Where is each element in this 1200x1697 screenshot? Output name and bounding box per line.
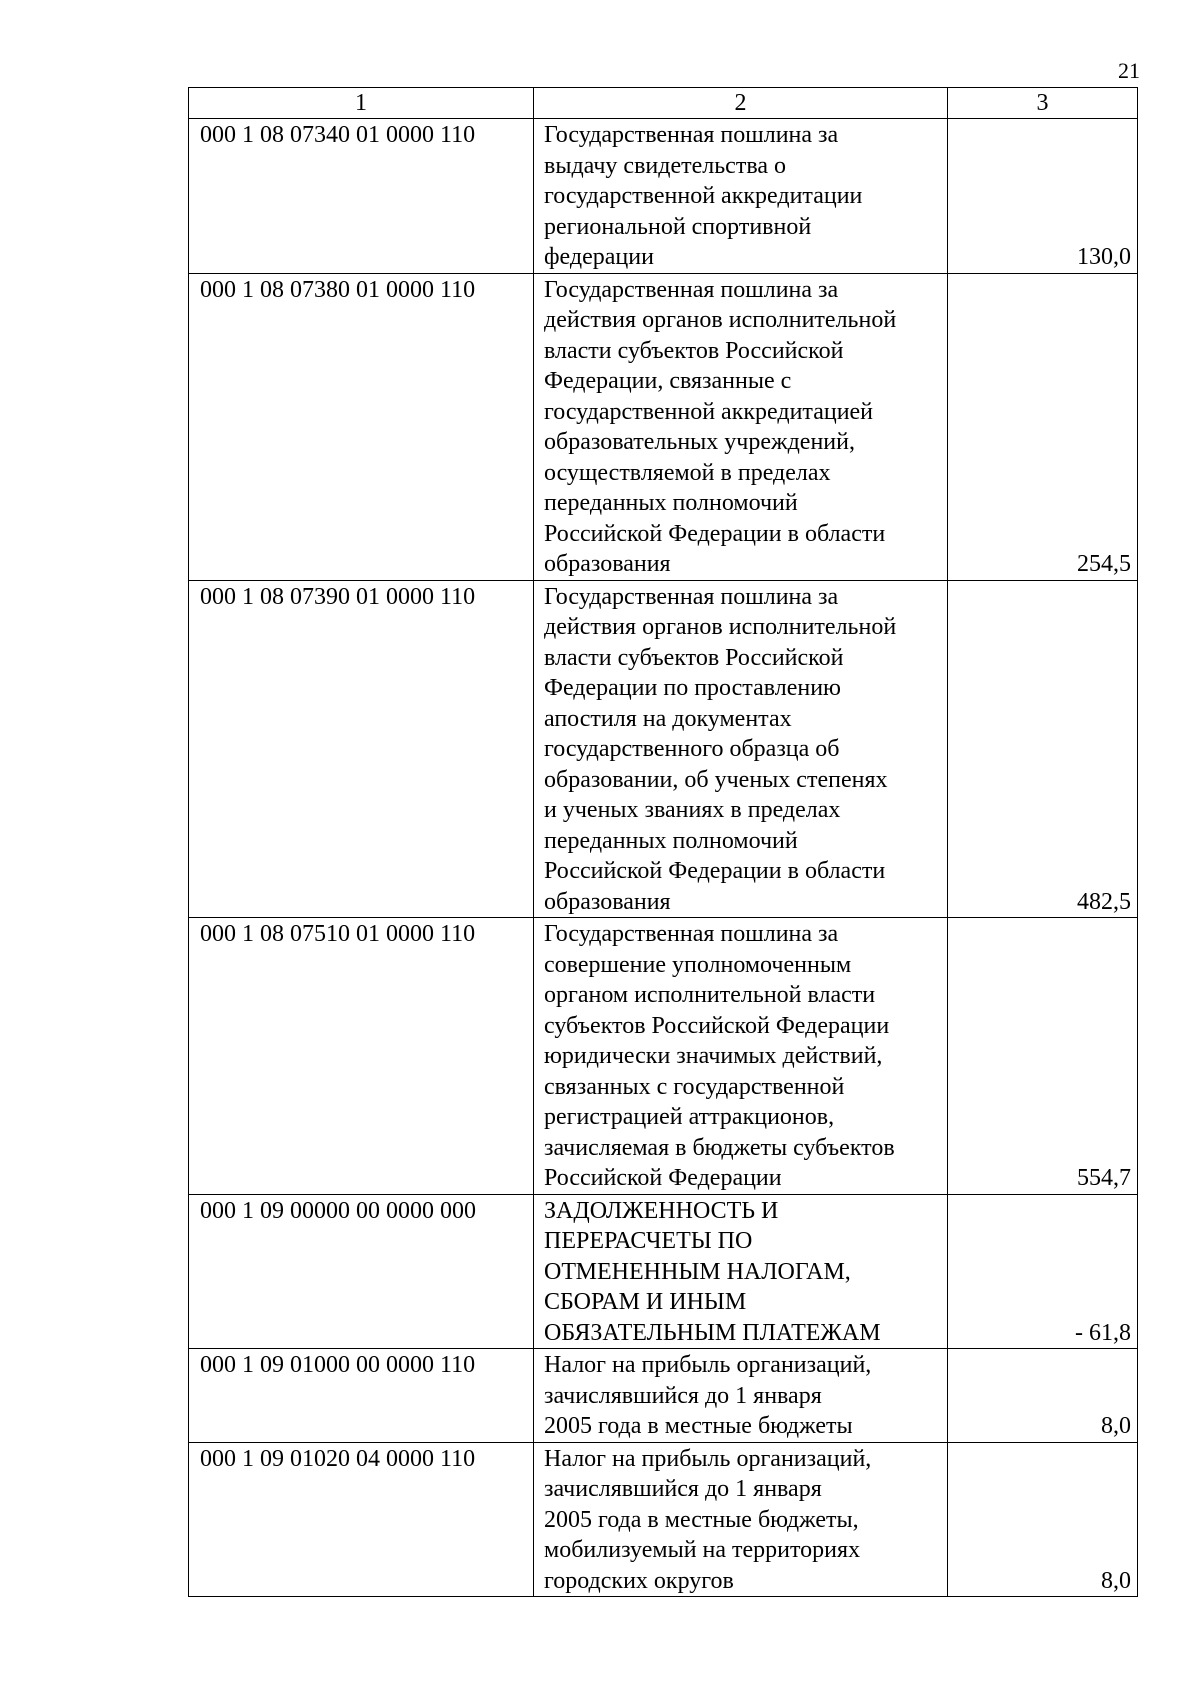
description-line: совершение уполномоченным <box>544 951 852 978</box>
description-line: ОТМЕНЕННЫМ НАЛОГАМ, <box>544 1258 851 1285</box>
table-row <box>189 1442 1138 1597</box>
description-line: Федерации по проставлению <box>544 675 841 701</box>
description-line: государственного образца об <box>544 736 840 762</box>
revenue-description <box>534 119 948 274</box>
revenue-description <box>534 1194 948 1349</box>
description-line: ПЕРЕРАСЧЕТЫ ПО <box>544 1228 753 1254</box>
description-line: СБОРАМ И ИНЫМ <box>544 1289 747 1315</box>
description-line: и ученых званиях в пределах <box>544 797 841 823</box>
description-line: зачислявшийся до 1 января <box>544 1382 822 1409</box>
description-line: осуществляемой в пределах <box>544 459 831 486</box>
table-row <box>189 580 1138 918</box>
description-line: региональной спортивной <box>544 213 812 240</box>
budget-classification-code: 000 1 09 01000 00 0000 110 <box>189 1349 534 1443</box>
description-line: апостиля на документах <box>544 705 792 732</box>
revenue-description <box>534 918 948 1195</box>
amount-value: 254,5 <box>948 273 1138 580</box>
description-line: Государственная пошлина за <box>544 276 839 303</box>
description-line: Государственная пошлина за <box>544 583 839 610</box>
description-line: Российской Федерации в области <box>544 520 886 547</box>
description-line: действия органов исполнительной <box>544 307 897 333</box>
description-line: ЗАДОЛЖЕННОСТЬ И <box>544 1197 779 1224</box>
description-line: Налог на прибыль организаций, <box>544 1445 872 1472</box>
table-row <box>189 918 1138 1195</box>
amount-value: 8,0 <box>948 1442 1138 1597</box>
description-line: выдачу свидетельства о <box>544 152 786 179</box>
budget-classification-code: 000 1 08 07380 01 0000 110 <box>189 273 534 580</box>
description-line: Налог на прибыль организаций, <box>544 1352 872 1378</box>
table-row <box>189 1194 1138 1349</box>
page-number: 21 <box>1118 58 1140 83</box>
description-line: переданных полномочий <box>544 827 798 854</box>
description-line: городских округов <box>544 1567 734 1594</box>
amount-value: 130,0 <box>948 119 1138 274</box>
table-row <box>189 119 1138 274</box>
description-line: Российской Федерации в области <box>544 858 886 884</box>
description-line: федерации <box>544 244 654 270</box>
description-line: Федерации, связанные с <box>544 368 792 394</box>
description-line: мобилизуемый на территориях <box>544 1537 861 1563</box>
budget-classification-code: 000 1 08 07390 01 0000 110 <box>189 580 534 918</box>
description-line: связанных с государственной <box>544 1073 845 1100</box>
amount-value: 554,7 <box>948 918 1138 1195</box>
description-line: зачисляемая в бюджеты субъектов <box>544 1134 895 1161</box>
description-line: субъектов Российской Федерации <box>544 1012 890 1039</box>
description-line: Российской Федерации <box>544 1165 782 1191</box>
amount-value: 482,5 <box>948 580 1138 918</box>
description-line: образования <box>544 551 671 577</box>
description-line: Государственная пошлина за <box>544 122 839 148</box>
description-line: зачислявшийся до 1 января <box>544 1476 822 1502</box>
description-line: 2005 года в местные бюджеты <box>544 1413 853 1439</box>
description-line: власти субъектов Российской <box>544 644 844 671</box>
description-line: переданных полномочий <box>544 490 798 516</box>
table-row <box>189 1349 1138 1443</box>
table-header-row <box>189 88 1138 119</box>
amount-value: 8,0 <box>948 1349 1138 1443</box>
description-line: 2005 года в местные бюджеты, <box>544 1506 859 1533</box>
budget-revenue-table <box>188 87 1138 1597</box>
description-line: действия органов исполнительной <box>544 614 897 640</box>
description-line: юридически значимых действий, <box>544 1043 883 1069</box>
revenue-description <box>534 580 948 918</box>
column-header-3: 3 <box>948 88 1138 119</box>
description-line: власти субъектов Российской <box>544 337 844 364</box>
description-line: образования <box>544 888 671 915</box>
budget-classification-code: 000 1 08 07510 01 0000 110 <box>189 918 534 1195</box>
description-line: государственной аккредитации <box>544 183 863 209</box>
description-line: образовательных учреждений, <box>544 429 855 455</box>
description-line: ОБЯЗАТЕЛЬНЫМ ПЛАТЕЖАМ <box>544 1319 881 1346</box>
budget-classification-code: 000 1 08 07340 01 0000 110 <box>189 119 534 274</box>
description-line: Государственная пошлина за <box>544 921 839 947</box>
table-row <box>189 273 1138 580</box>
budget-classification-code: 000 1 09 01020 04 0000 110 <box>189 1442 534 1597</box>
revenue-description <box>534 273 948 580</box>
description-line: органом исполнительной власти <box>544 982 876 1008</box>
description-line: государственной аккредитацией <box>544 398 874 425</box>
description-line: регистрацией аттракционов, <box>544 1104 835 1130</box>
budget-classification-code: 000 1 09 00000 00 0000 000 <box>189 1194 534 1349</box>
amount-value: - 61,8 <box>948 1194 1138 1349</box>
table-body <box>189 119 1138 1597</box>
revenue-description <box>534 1442 948 1597</box>
column-header-1: 1 <box>189 88 534 119</box>
column-header-2: 2 <box>534 88 948 119</box>
revenue-description <box>534 1349 948 1443</box>
description-line: образовании, об ученых степенях <box>544 766 888 793</box>
